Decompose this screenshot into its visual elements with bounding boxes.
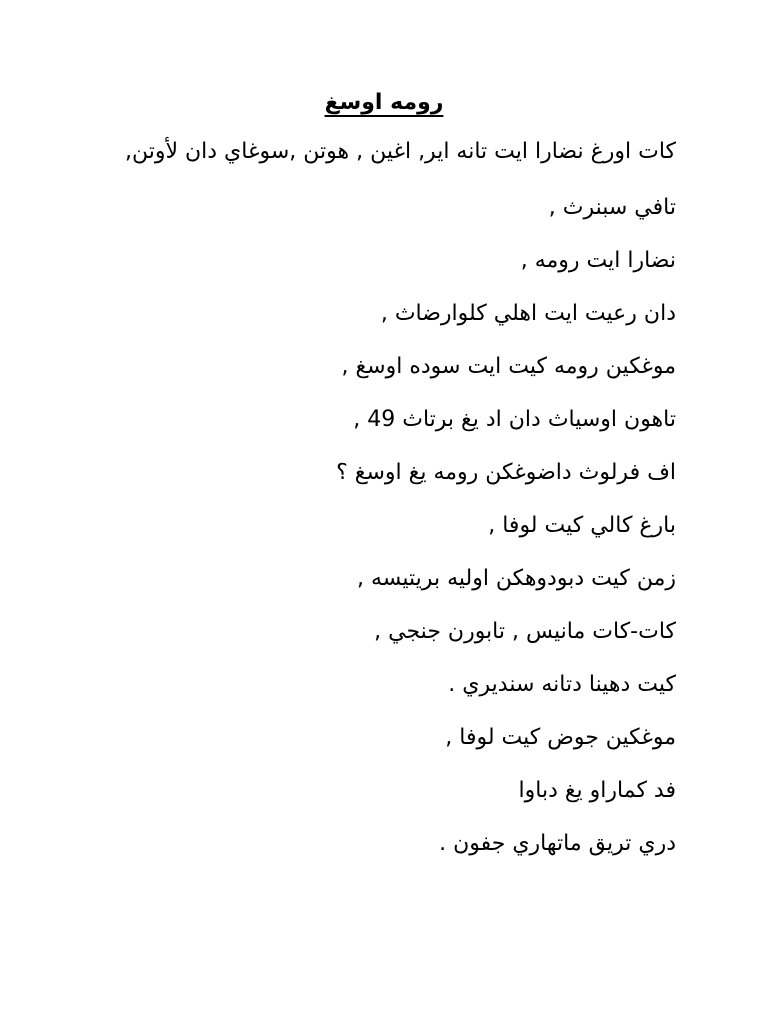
poem-line: كات-كات مانيس , تابورن جنجي ,: [374, 619, 676, 644]
poem-line: دري تريق ماتهاري جفون .: [439, 831, 676, 856]
poem-line: تافي سبنرث ,: [548, 195, 676, 220]
poem-line: نضارا ايت رومه ,: [520, 248, 676, 273]
poem-line: زمن كيت دبودوهكن اوليه بريتيسه ,: [357, 566, 676, 591]
poem-line: كات اورغ نضارا ايت تانه اير, اغين , هوتن ,سوغاي دان لأوتن,: [124, 139, 676, 164]
poem-line: فد كماراو يغ دباوا: [518, 778, 676, 803]
poem-body: [112, 134, 676, 879]
poem-line: اف فرلوث داضوغكن رومه يغ اوسغ ؟: [336, 460, 676, 485]
poem-line: كيت دهينا دتانه سنديري .: [448, 672, 676, 697]
poem-line: دان رعيت ايت اهلي كلوارضاث ,: [380, 301, 676, 326]
poem-line: موغكين جوض كيت لوفا ,: [445, 725, 676, 750]
poem-title: رومه اوسغ: [324, 90, 444, 115]
poem-line: موغكين رومه كيت ايت سوده اوسغ ,: [341, 354, 676, 379]
poem-line: بارغ كالي كيت لوفا ,: [488, 513, 676, 538]
poem-line: تاهون اوسياث دان اد يغ برتاث 49 ,: [353, 407, 676, 432]
